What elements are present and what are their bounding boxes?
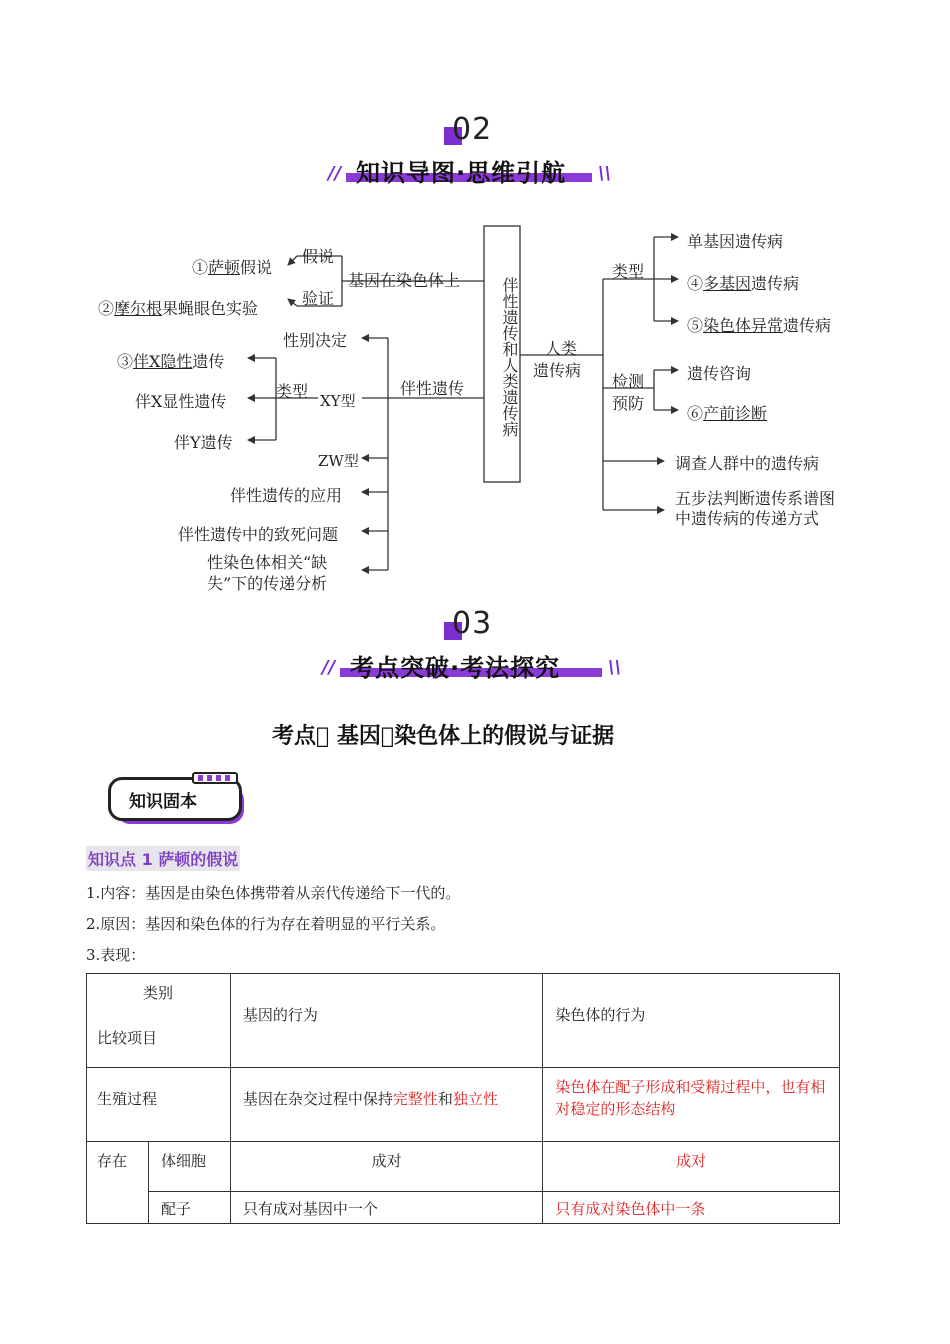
row-gamete-gene: 只有成对基因中一个 [230,1192,543,1224]
knowledge-point-title: 知识点 1 萨顿的假说 [86,846,240,871]
node-survey: 调查人群中的遗传病 [675,454,820,473]
node-y-linked: 伴Y遗传 [174,433,233,452]
paragraph-manifestation: 3.表现： [86,946,146,964]
node-morgan: ②摩尔根果蝇眼色实验 [98,299,259,318]
node-human: 人类 [545,339,578,358]
row-somatic-chrom: 成对 [543,1142,840,1192]
header-chrom-behavior: 染色体的行为 [543,974,840,1068]
row-gamete-chrom: 只有成对染色体中一条 [543,1192,840,1224]
node-sex-determination: 性别决定 [283,331,348,350]
row-reproduction-chrom: 染色体在配子形成和受精过程中，也有相对稳定的形态结构 [543,1068,840,1142]
node-application: 伴性遗传的应用 [230,486,343,505]
decorative-slash-left: // [322,657,336,678]
node-verify: 验证 [302,289,335,308]
node-lethal: 伴性遗传中的致死问题 [178,525,339,544]
header-gene-behavior: 基因的行为 [230,974,543,1068]
header-compare: 比较项目 [97,1029,158,1047]
row-reproduction-gene: 基因在杂交过程中保持完整性和独立性 [230,1068,543,1142]
decorative-slash-left: // [328,163,342,184]
paragraph-reason: 2.原因：基因和染色体的行为存在着明显的平行关系。 [86,915,446,933]
row-existence-label: 存在 [87,1142,149,1224]
decorative-slash-right: \\ [598,163,612,184]
node-x-recessive: ③伴X隐性遗传 [117,352,225,371]
section-number: 03 [452,606,493,641]
node-single-gene: 单基因遗传病 [687,232,784,251]
node-sutton: ①萨顿假说 [192,258,273,277]
section-number: 02 [452,112,493,147]
row-somatic-gene: 成对 [230,1142,543,1192]
node-type-label: 类型 [276,382,309,401]
table-row [87,1192,840,1224]
node-types: 类型 [612,262,645,281]
node-multi-gene: ④多基因遗传病 [687,274,800,293]
node-zw-type: ZW型 [318,452,359,470]
node-counseling: 遗传咨询 [687,364,752,383]
topic-heading: 考点  基因 染色体上的假说与证据 [272,724,615,749]
node-five-step1: 五步法判断遗传系谱图 [675,489,836,508]
node-detect: 检测 [612,372,645,391]
node-prenatal: ⑥产前诊断 [687,404,768,423]
section-title: 考点突破·考法探究 [350,654,561,682]
row-gamete-label: 配子 [148,1192,230,1224]
section-title: 知识导图·思维引航 [356,159,567,187]
badge-label: 知识固本 [129,792,197,812]
row-somatic-label: 体细胞 [148,1142,230,1192]
header-category: 类别 [143,984,174,1002]
node-gene-on-chromosome: 基因在染色体上 [348,271,461,290]
node-missing-line1: 性染色体相关“缺 [207,553,328,572]
table-row [87,1068,840,1142]
node-human2: 遗传病 [533,361,582,380]
mindmap-center: 伴性遗传和人类遗传病 [500,277,519,437]
table-row [87,974,840,1068]
node-xy-type: XY型 [320,392,356,410]
table-header-corner [87,974,231,1068]
paragraph-content: 1.内容：基因是由染色体携带着从亲代传递给下一代的。 [86,884,461,902]
node-hypothesis: 假说 [302,247,335,266]
node-sex-linked: 伴性遗传 [400,379,465,398]
node-five-step2: 中遗传病的传递方式 [675,509,820,528]
badge-dots [192,772,238,784]
node-x-dominant: 伴X显性遗传 [135,392,227,411]
comparison-table [86,973,840,1224]
node-prevent: 预防 [612,394,645,413]
row-reproduction-label: 生殖过程 [87,1068,231,1142]
table-row [87,1142,840,1192]
node-chromosome-abnormal: ⑤染色体异常遗传病 [687,316,832,335]
decorative-slash-right: \\ [608,657,622,678]
node-missing-line2: 失”下的传递分析 [207,574,328,593]
